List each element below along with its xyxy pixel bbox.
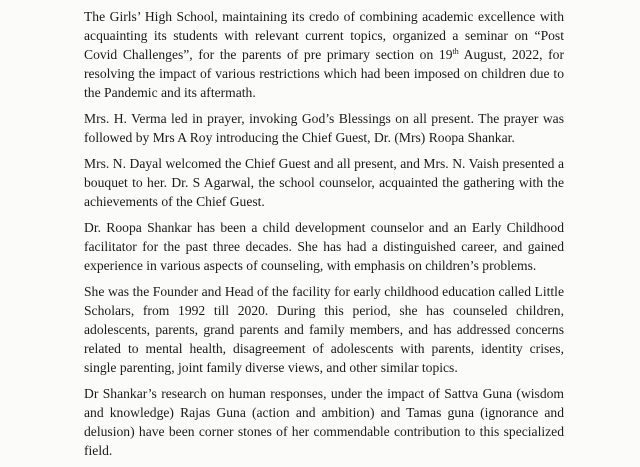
paragraph-prayer: Mrs. H. Verma led in prayer, invoking God’s Blessings on all present. The prayer was followed by Mrs A Roy introducing the Chief Guest, Dr. (Mrs) Roopa Shankar. bbox=[84, 111, 564, 145]
paragraph-welcome: Mrs. N. Dayal welcomed the Chief Guest and all present, and Mrs. N. Vaish presented a bouquet to her. Dr. S Agarwal, the school counselor, acquainted the gathering with the achievements of the Chief Guest. bbox=[84, 156, 564, 209]
paragraph-text: August, 2022, for resolving the impact of various restrictions which had been imposed on children due to the Pandemic and its aftermath. bbox=[84, 47, 565, 100]
ordinal-suffix: th bbox=[452, 47, 459, 56]
document-page bbox=[84, 7, 564, 467]
paragraph-text: The Girls’ High School, maintaining its credo of combining academic excellence with acquainting its students with relevant current topics, organized a seminar on “Post Covid Challenges”, for the parents of pre primary section on 19 bbox=[84, 9, 564, 62]
paragraph-chief-guest-background: Dr. Roopa Shankar has been a child development counselor and an Early Childhood facilitator for the past three decades. She has had a distinguished career, and gained experience in various aspects of counseling, with emphasis on children’s problems. bbox=[84, 220, 564, 273]
paragraph-research: Dr Shankar’s research on human responses, under the impact of Sattva Guna (wisdom and knowledge) Rajas Guna (action and ambition) and Tamas guna (ignorance and delusion) have been corner stones of her commendable contribution to this specialized field. bbox=[84, 386, 564, 458]
paragraph-seminar-intro bbox=[84, 7, 564, 102]
paragraph-little-scholars: She was the Founder and Head of the facility for early childhood education called Little Scholars, from 1992 till 2020. During this period, she has counseled children, adolescents, parents, grand parents and family members, and has addressed concerns related to mental health, disagreement of adolescents with parents, identity crises, single parenting, joint family diverse views, and other similar topics. bbox=[84, 284, 564, 375]
